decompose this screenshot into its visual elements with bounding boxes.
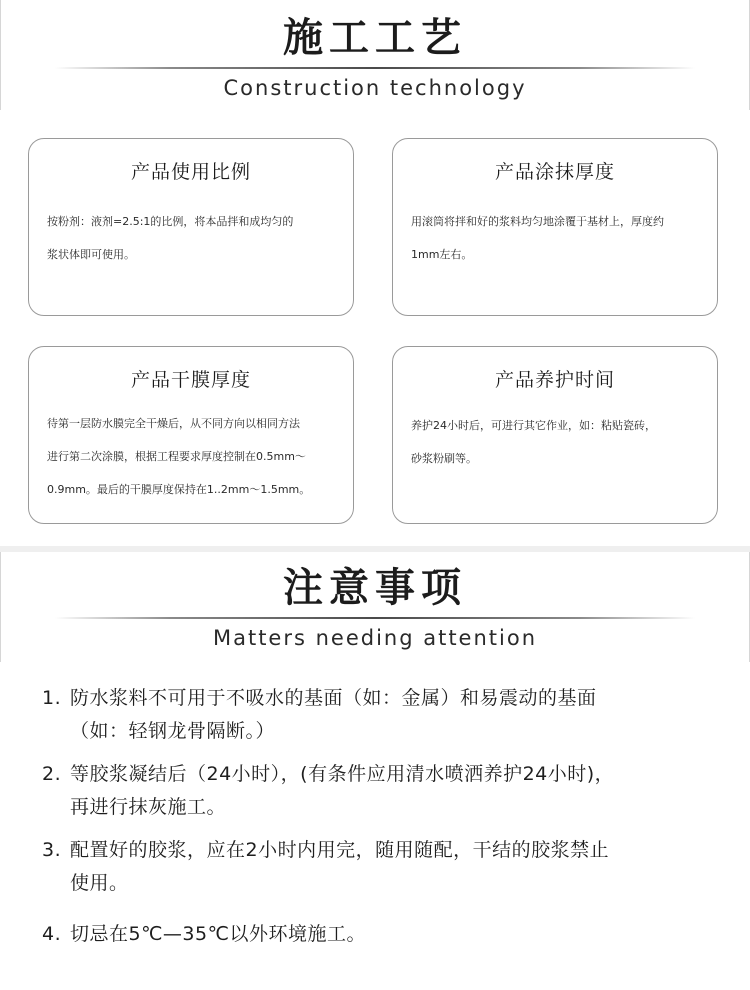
card-title: 产品涂抹厚度 — [494, 161, 615, 183]
list-item-number: 2. — [42, 763, 62, 785]
list-item-number: 3. — [42, 839, 62, 861]
section-title-cn: 施工工艺 — [283, 15, 467, 61]
section-title-en: Construction technology — [223, 76, 527, 100]
list-item-line: 再进行抹灰施工。 — [70, 796, 227, 818]
list-item-line: 切忌在5℃—35℃以外环境施工。 — [70, 923, 366, 945]
card-title: 产品干膜厚度 — [130, 369, 251, 391]
card-line: 浆状体即可使用。 — [47, 248, 135, 261]
section-construction-header — [0, 6, 750, 63]
card-body — [411, 205, 707, 271]
list-item — [42, 682, 722, 748]
card-line: 用滚筒将拌和好的浆料均匀地涂覆于基材上，厚度约 — [411, 215, 664, 228]
section-divider — [0, 546, 750, 552]
card-line: 养护24小时后，可进行其它作业，如：粘贴瓷砖， — [411, 419, 656, 432]
section-rule — [55, 67, 695, 69]
section-subtitle-wrap — [0, 626, 750, 650]
card-title: 产品养护时间 — [494, 369, 615, 391]
attention-list — [42, 682, 722, 961]
card-line: 待第一层防水膜完全干燥后，从不同方向以相同方法 — [47, 417, 300, 430]
list-item — [42, 834, 722, 900]
card-body — [47, 205, 343, 271]
list-item-line: 使用。 — [70, 872, 129, 894]
section-attention-header — [0, 556, 750, 613]
list-item-number: 4. — [42, 923, 62, 945]
card-title: 产品使用比例 — [130, 161, 251, 183]
card-curing-time — [392, 346, 718, 524]
section-title-en: Matters needing attention — [212, 626, 538, 650]
section-rule — [55, 617, 695, 619]
list-item-line: （如：轻钢龙骨隔断。） — [70, 720, 276, 742]
list-item — [42, 758, 722, 824]
list-item-number: 1. — [42, 687, 62, 709]
list-item-line: 防水浆料不可用于不吸水的基面（如：金属）和易震动的基面 — [70, 687, 597, 709]
list-item-line: 配置好的胶浆，应在2小时内用完，随用随配，干结的胶浆禁止 — [70, 839, 610, 861]
list-item-line: 等胶浆凝结后（24小时），(有条件应用清水喷洒养护24小时)， — [70, 763, 615, 785]
section-subtitle-wrap — [0, 76, 750, 100]
card-line: 按粉剂：液剂=2.5:1的比例，将本品拌和成均匀的 — [47, 215, 294, 228]
card-coating-thickness — [392, 138, 718, 316]
list-item — [42, 918, 722, 951]
card-dry-film-thickness — [28, 346, 354, 524]
card-line: 砂浆粉刷等。 — [411, 452, 477, 465]
card-body — [411, 409, 707, 475]
card-line: 1mm左右。 — [411, 248, 473, 261]
section-title-cn: 注意事项 — [283, 565, 467, 611]
card-usage-ratio — [28, 138, 354, 316]
card-line: 0.9mm。最后的干膜厚度保持在1..2mm～1.5mm。 — [47, 483, 311, 496]
card-line: 进行第二次涂膜，根据工程要求厚度控制在0.5mm～ — [47, 450, 306, 463]
card-body — [47, 407, 343, 506]
